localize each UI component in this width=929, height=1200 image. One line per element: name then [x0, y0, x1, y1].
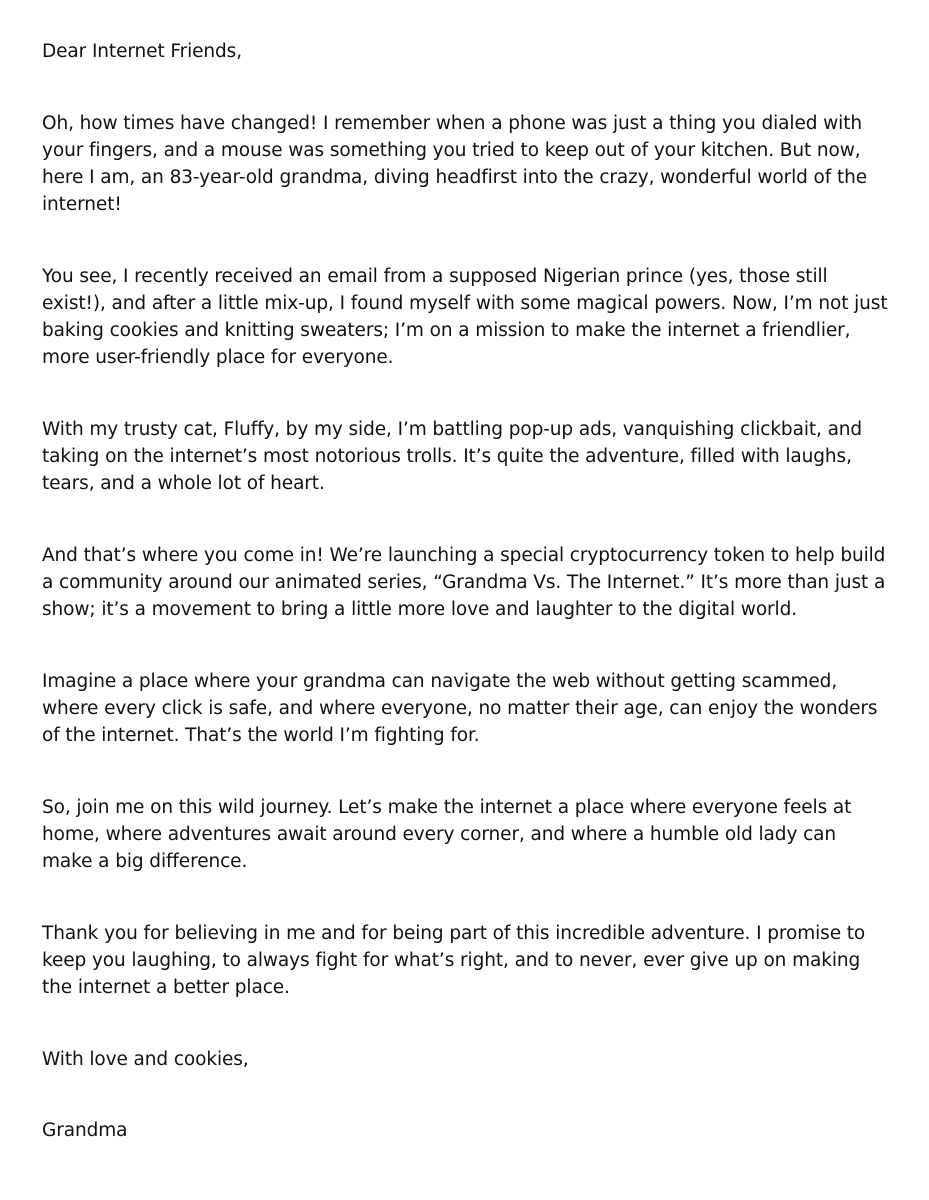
paragraph-crypto-token: And that’s where you come in! We’re launching a special cryptocurrency token to help build a community around our animated series, “Grandma Vs. The Internet.” It’s more than just a show; it’s a movement to bring a little more love and laughter to the digital world.: [42, 545, 886, 620]
paragraph-thank-you: Thank you for believing in me and for being part of this incredible adventure. I promise to keep you laughing, to always fight for what’s right, and to never, ever give up on making the internet a better place.: [42, 923, 866, 998]
salutation: Dear Internet Friends,: [42, 41, 242, 62]
paragraph-intro: Oh, how times have changed! I remember when a phone was just a thing you dialed with your fingers, and a mouse was something you tried to keep out of your kitchen. But now, here I am, an 83-year-old grandma, diving headfirst into the crazy, wonderful world of the internet!: [42, 113, 868, 215]
signature: Grandma: [42, 1120, 128, 1141]
closing: With love and cookies,: [42, 1049, 249, 1070]
paragraph-join: So, join me on this wild journey. Let’s make the internet a place where everyone feels at home, where adventures await around every corner, and where a humble old lady can make a big difference.: [42, 797, 852, 872]
paragraph-imagine: Imagine a place where your grandma can navigate the web without getting scammed, where every click is safe, and where everyone, no matter their age, can enjoy the wonders of the internet. That’s the world I’m fighting for.: [42, 671, 878, 746]
paragraph-prince-email: You see, I recently received an email from a supposed Nigerian prince (yes, those still exist!), and after a little mix-up, I found myself with some magical powers. Now, I’m not just baking cookies and knitting sweaters; I’m on a mission to make the internet a friendlier, more user-friendly place for everyone.: [42, 266, 888, 368]
paragraph-fluffy: With my trusty cat, Fluffy, by my side, I’m battling pop-up ads, vanquishing clickbait, and taking on the internet’s most notorious trolls. It’s quite the adventure, filled with laughs, tears, and a whole lot of heart.: [42, 419, 863, 494]
letter-body: [42, 38, 892, 1144]
